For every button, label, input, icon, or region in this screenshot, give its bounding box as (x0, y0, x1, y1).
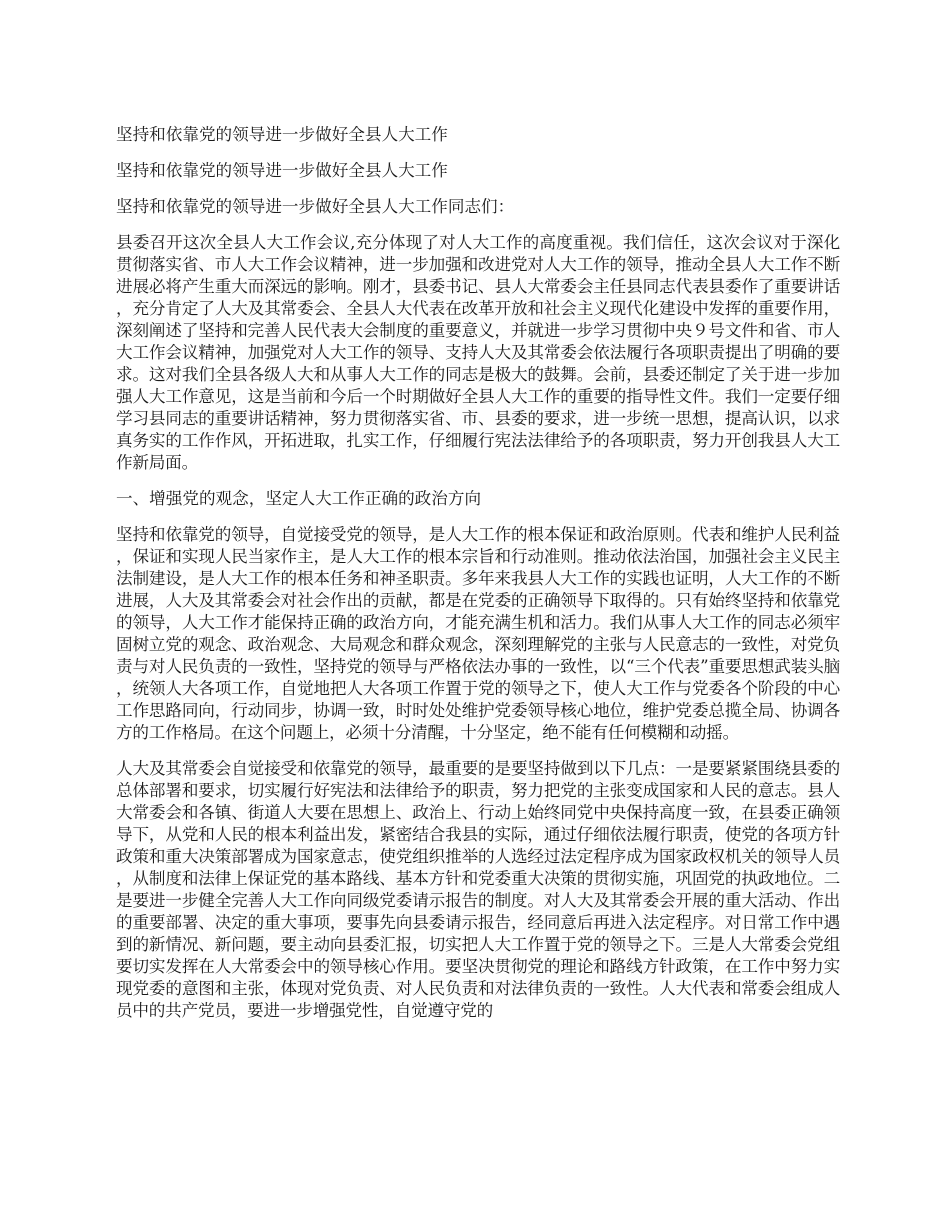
intro-paragraph: 县委召开这次全县人大工作会议,充分体现了对人大工作的高度重视。我们信任，这次会议对于深化贯彻落实省、市人大工作会议精神，进一步加强和改进党对人大工作的领导，推动全县人大工作不断进展必将产生重大而深远的影响。刚才，县委书记、县人大常委会主任县同志代表县委作了重要讲话，充分肯定了人大及其常委会、全县人大代表在改革开放和社会主义现代化建设中发挥的重要作用，深刻阐述了坚持和完善人民代表大会制度的重要意义，并就进一步学习贯彻中央９号文件和省、市人大工作会议精神，加强党对人大工作的领导、支持人大及其常委会依法履行各项职责提出了明确的要求。这对我们全县各级人大和从事人大工作的同志是极大的鼓舞。会前，县委还制定了关于进一步加强人大工作意见，这是当前和今后一个时期做好全县人大工作的重要的指导性文件。我们一定要仔细学习县同志的重要讲话精神，努力贯彻落实省、市、县委的要求，进一步统一思想，提高认识，以求真务实的工作作风，开拓进取，扎实工作，仔细履行宪法法律给予的各项职责，努力开创我县人大工作新局面。 (116, 233, 840, 472)
document-title-line-1: 坚持和依靠党的领导进一步做好全县人大工作 (116, 125, 448, 144)
document-title-line-2: 坚持和依靠党的领导进一步做好全县人大工作 (116, 161, 448, 180)
section-paragraph-1: 坚持和依靠党的领导，自觉接受党的领导，是人大工作的根本保证和政治原则。代表和维护人民利益，保证和实现人民当家作主，是人大工作的根本宗旨和行动准则。推动依法治国，加强社会主义民主法制建设，是人大工作的根本任务和神圣职责。多年来我县人大工作的实践也证明，人大工作的不断进展，人大及其常委会对社会作出的贡献，都是在党委的正确领导下取得的。只有始终坚持和依靠党的领导，人大工作才能保持正确的政治方向，才能充满生机和活力。我们从事人大工作的同志必须牢固树立党的观念、政治观念、大局观念和群众观念，深刻理解党的主张与人民意志的一致性，对党负责与对人民负责的一致性，坚持党的领导与严格依法办事的一致性，以“三个代表”重要思想武装头脑，统领人大各项工作，自觉地把人大各项工作置于党的领导之下，使人大工作与党委各个阶段的中心工作思路同向，行动同步，协调一致，时时处处维护党委领导核心地位，维护党委总揽全局、协调各方的工作格局。在这个问题上，必须十分清醒，十分坚定，绝不能有任何模糊和动摇。 (116, 525, 840, 742)
document-body (116, 124, 840, 1036)
document-title-line-3: 坚持和依靠党的领导进一步做好全县人大工作同志们： (116, 197, 515, 216)
section-heading: 一、增强党的观念，坚定人大工作正确的政治方向 (116, 489, 482, 508)
section-paragraph-2: 人大及其常委会自觉接受和依靠党的领导，最重要的是要坚持做到以下几点：一是要紧紧围绕县委的总体部署和要求，切实履行好宪法和法律给予的职责，努力把党的主张变成国家和人民的意志。县人大常委会和各镇、街道人大要在思想上、政治上、行动上始终同党中央保持高度一致，在县委正确领导下，从党和人民的根本利益出发，紧密结合我县的实际，通过仔细依法履行职责，使党的各项方针政策和重大决策部署成为国家意志，使党组织推举的人选经过法定程序成为国家政权机关的领导人员，从制度和法律上保证党的基本路线、基本方针和党委重大决策的贯彻实施，巩固党的执政地位。二是要进一步健全完善人大工作向同级党委请示报告的制度。对人大及其常委会开展的重大活动、作出的重要部署、决定的重大事项，要事先向县委请示报告，经同意后再进入法定程序。对日常工作中遇到的新情况、新问题，要主动向县委汇报，切实把人大工作置于党的领导之下。三是人大常委会党组要切实发挥在人大常委会中的领导核心作用。要坚决贯彻党的理论和路线方针政策，在工作中努力实现党委的意图和主张，体现对党负责、对人民负责和对法律负责的一致性。人大代表和常委会组成人员中的共产党员，要进一步增强党性，自觉遵守党的 (116, 759, 840, 1020)
